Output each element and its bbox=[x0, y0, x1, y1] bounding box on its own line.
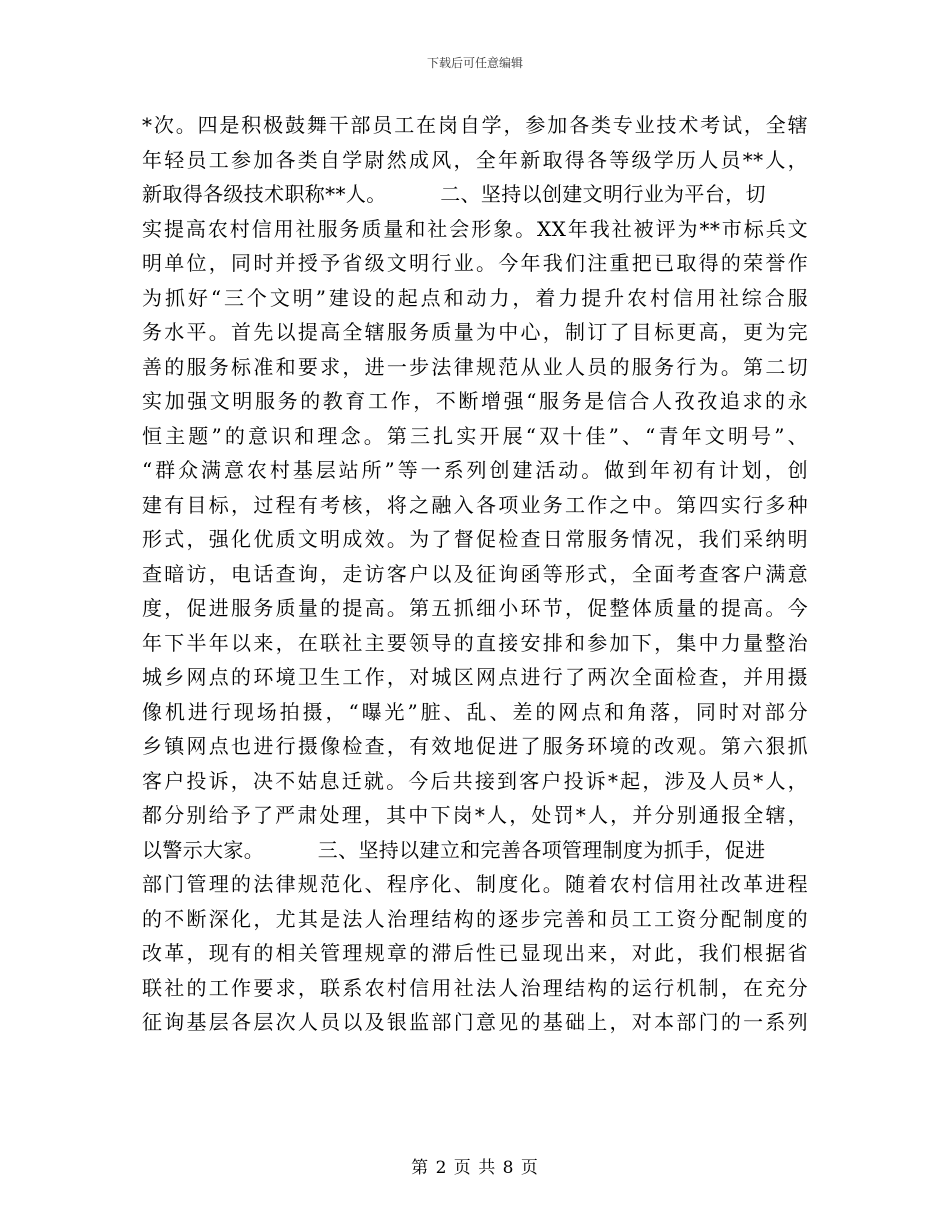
text-line-14: 查暗访，电话查询，走访客户以及征询函等形式，全面考查客户满意 bbox=[142, 561, 808, 586]
text-line-6: 为抓好“三个文明”建设的起点和动力，着力提升农村信用社综合服 bbox=[142, 285, 808, 310]
text-line-21: 都分别给予了严肃处理，其中下岗*人，处罚*人，并分别通报全辖， bbox=[142, 803, 808, 827]
text-line-2: 年轻员工参加各类自学尉然成风，全年新取得各等级学历人员**人， bbox=[142, 147, 808, 172]
text-line-24: 的不断深化，尤其是法人治理结构的逐步完善和员工工资分配制度的 bbox=[142, 906, 808, 931]
text-line-25: 改革，现有的相关管理规章的滞后性已显现出来，对此，我们根据省 bbox=[142, 941, 808, 965]
text-line-20: 客户投诉，决不姑息迁就。今后共接到客户投诉*起，涉及人员*人， bbox=[142, 768, 808, 793]
text-line-12: 建有目标，过程有考核，将之融入各项业务工作之中。第四实行多种 bbox=[142, 492, 808, 517]
text-line-1: *次。四是积极鼓舞干部员工在岗自学，参加各类专业技术考试，全辖 bbox=[142, 113, 808, 137]
text-line-4: 实提高农村信用社服务质量和社会形象。XX年我社被评为**市标兵文 bbox=[142, 216, 808, 241]
body-text bbox=[142, 108, 808, 1040]
text-line-26: 联社的工作要求，联系农村信用社法人治理结构的运行机制，在充分 bbox=[142, 975, 808, 1000]
text-line-11: “群众满意农村基层站所”等一系列创建活动。做到年初有计划，创 bbox=[142, 458, 808, 482]
text-line-7: 务水平。首先以提高全辖服务质量为中心，制订了目标更高，更为完 bbox=[142, 320, 808, 344]
text-line-13: 形式，强化优质文明成效。为了督促检查日常服务情况，我们采纳明 bbox=[142, 527, 808, 551]
text-line-9: 实加强文明服务的教育工作，不断增强“服务是信合人孜孜追求的永 bbox=[142, 389, 808, 413]
text-line-10: 恒主题”的意识和理念。第三扎实开展“双十佳”、“青年文明号”、 bbox=[142, 423, 808, 448]
text-line-17: 城乡网点的环境卫生工作，对城区网点进行了两次全面检查，并用摄 bbox=[142, 665, 808, 689]
text-line-19: 乡镇网点也进行摄像检查，有效地促进了服务环境的改观。第六狠抓 bbox=[142, 734, 808, 758]
text-line-22: 以警示大家。 三、坚持以建立和完善各项管理制度为抓手，促进 bbox=[142, 837, 766, 862]
text-line-3: 新取得各级技术职称**人。 二、坚持以创建文明行业为平台，切 bbox=[142, 182, 766, 206]
text-line-8: 善的服务标准和要求，进一步法律规范从业人员的服务行为。第二切 bbox=[142, 354, 808, 379]
text-line-27: 征询基层各层次人员以及银监部门意见的基础上，对本部门的一系列 bbox=[142, 1010, 808, 1034]
text-line-16: 年下半年以来，在联社主要领导的直接安排和参加下，集中力量整治 bbox=[142, 630, 808, 655]
page-header: 下载后可任意编辑 bbox=[426, 56, 523, 70]
text-line-15: 度，促进服务质量的提高。第五抓细小环节，促整体质量的提高。今 bbox=[142, 596, 808, 620]
text-line-23: 部门管理的法律规范化、程序化、制度化。随着农村信用社改革进程 bbox=[142, 872, 808, 896]
text-line-18: 像机进行现场拍摄，“曝光”脏、乱、差的网点和角落，同时对部分 bbox=[142, 699, 808, 724]
text-line-5: 明单位，同时并授予省级文明行业。今年我们注重把已取得的荣誉作 bbox=[142, 251, 808, 275]
page-footer: 第 2 页 共 8 页 bbox=[411, 1158, 539, 1178]
